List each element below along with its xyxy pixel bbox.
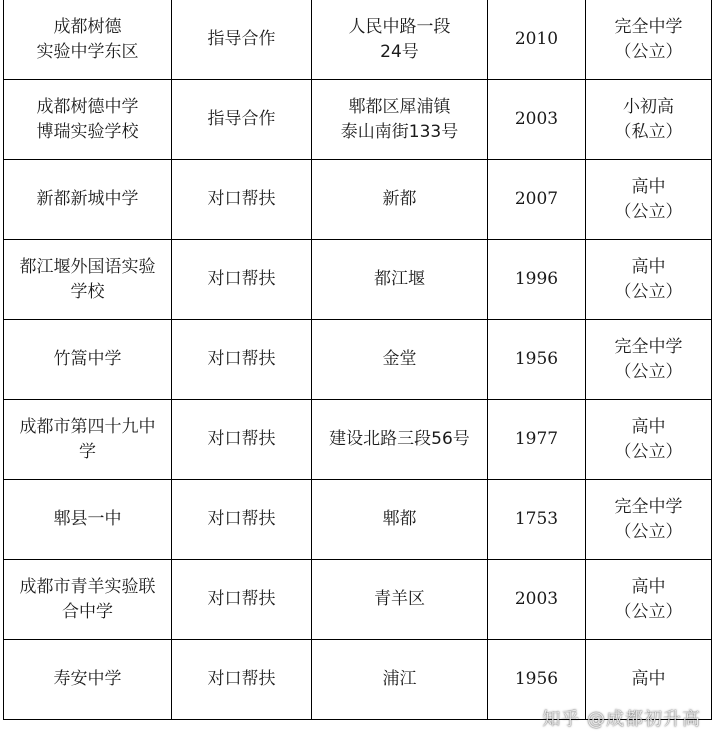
relation-cell: 对口帮扶 [172, 320, 312, 400]
address-cell [312, 0, 488, 80]
table-row [4, 480, 712, 560]
school-name-cell-line: 竹篙中学 [53, 349, 122, 369]
school-name-cell [4, 480, 172, 560]
school-type-cell-line: （公立） [614, 601, 683, 622]
school-name-cell [4, 320, 172, 400]
year-cell: 2007 [488, 160, 586, 240]
school-type-cell [586, 320, 712, 400]
address-cell-line: 金堂 [382, 349, 417, 369]
year-cell: 2003 [488, 560, 586, 640]
school-name-cell-line: 郫县一中 [53, 509, 122, 529]
address-cell-line: 建设北路三段56号 [329, 429, 470, 449]
school-name-cell-line: 成都树德中学 [36, 96, 139, 117]
table-row [4, 80, 712, 160]
table-row [4, 400, 712, 480]
year-cell: 1996 [488, 240, 586, 320]
school-type-cell-line: 完全中学 [614, 496, 683, 517]
school-type-cell [586, 240, 712, 320]
relation-cell: 指导合作 [172, 0, 312, 80]
year-cell: 1977 [488, 400, 586, 480]
school-type-cell-line: 高中 [631, 669, 666, 689]
school-name-cell-line: 学 [79, 441, 96, 462]
school-name-cell-line: 成都市第四十九中 [19, 416, 156, 437]
school-type-cell [586, 80, 712, 160]
school-name-cell [4, 640, 172, 720]
school-type-cell-line: 高中 [631, 256, 666, 277]
school-name-cell-line: 博瑞实验学校 [36, 121, 139, 142]
school-name-cell-line: 寿安中学 [53, 669, 122, 689]
school-name-cell [4, 240, 172, 320]
address-cell-line: 郫都 [382, 509, 417, 529]
school-type-cell [586, 480, 712, 560]
school-name-cell-line: 新都新城中学 [36, 189, 139, 209]
school-type-cell-line: 小初高 [623, 96, 674, 117]
school-type-cell [586, 0, 712, 80]
address-cell-line: 泰山南街133号 [340, 121, 459, 142]
address-cell [312, 480, 488, 560]
relation-cell: 对口帮扶 [172, 400, 312, 480]
table-row [4, 0, 712, 80]
school-type-cell-line: （公立） [614, 281, 683, 302]
table-row [4, 560, 712, 640]
school-type-cell-line: 高中 [631, 416, 666, 437]
school-name-cell-line: 成都树德 [53, 16, 122, 37]
school-type-cell-line: （私立） [614, 121, 683, 142]
school-type-cell [586, 560, 712, 640]
address-cell-line: 新都 [382, 189, 417, 209]
relation-cell: 指导合作 [172, 80, 312, 160]
year-cell: 1956 [488, 320, 586, 400]
school-type-cell-line: （公立） [614, 41, 683, 62]
relation-cell: 对口帮扶 [172, 160, 312, 240]
school-type-cell-line: 完全中学 [614, 16, 683, 37]
address-cell-line: 浦江 [382, 669, 417, 689]
address-cell-line: 人民中路一段 [348, 16, 451, 37]
schools-table [3, 0, 712, 720]
relation-cell: 对口帮扶 [172, 240, 312, 320]
school-name-cell [4, 80, 172, 160]
school-name-cell-line: 实验中学东区 [36, 41, 139, 62]
address-cell-line: 24号 [380, 41, 419, 62]
table-row [4, 240, 712, 320]
school-type-cell-line: 完全中学 [614, 336, 683, 357]
table-row [4, 320, 712, 400]
school-type-cell [586, 160, 712, 240]
school-name-cell [4, 560, 172, 640]
school-type-cell-line: （公立） [614, 441, 683, 462]
watermark: 知乎 @成都初升高 [542, 709, 701, 730]
year-cell: 1753 [488, 480, 586, 560]
address-cell [312, 80, 488, 160]
address-cell [312, 640, 488, 720]
school-type-cell-line: 高中 [631, 176, 666, 197]
school-name-cell-line: 都江堰外国语实验 [19, 256, 156, 277]
address-cell-line: 都江堰 [374, 269, 425, 289]
address-cell-line: 郫都区犀浦镇 [348, 96, 451, 117]
school-type-cell-line: （公立） [614, 361, 683, 382]
school-name-cell-line: 学校 [70, 281, 105, 302]
relation-cell: 对口帮扶 [172, 560, 312, 640]
school-name-cell [4, 160, 172, 240]
school-name-cell [4, 400, 172, 480]
school-type-cell-line: （公立） [614, 521, 683, 542]
school-name-cell-line: 合中学 [62, 601, 113, 622]
table-row [4, 160, 712, 240]
year-cell: 2010 [488, 0, 586, 80]
address-cell-line: 青羊区 [374, 589, 425, 609]
school-type-cell-line: （公立） [614, 201, 683, 222]
address-cell [312, 240, 488, 320]
school-type-cell [586, 400, 712, 480]
year-cell: 1956 [488, 640, 586, 720]
relation-cell: 对口帮扶 [172, 480, 312, 560]
address-cell [312, 160, 488, 240]
address-cell [312, 400, 488, 480]
school-type-cell-line: 高中 [631, 576, 666, 597]
address-cell [312, 320, 488, 400]
relation-cell: 对口帮扶 [172, 640, 312, 720]
school-name-cell-line: 成都市青羊实验联 [19, 576, 156, 597]
year-cell: 2003 [488, 80, 586, 160]
school-name-cell [4, 0, 172, 80]
address-cell [312, 560, 488, 640]
